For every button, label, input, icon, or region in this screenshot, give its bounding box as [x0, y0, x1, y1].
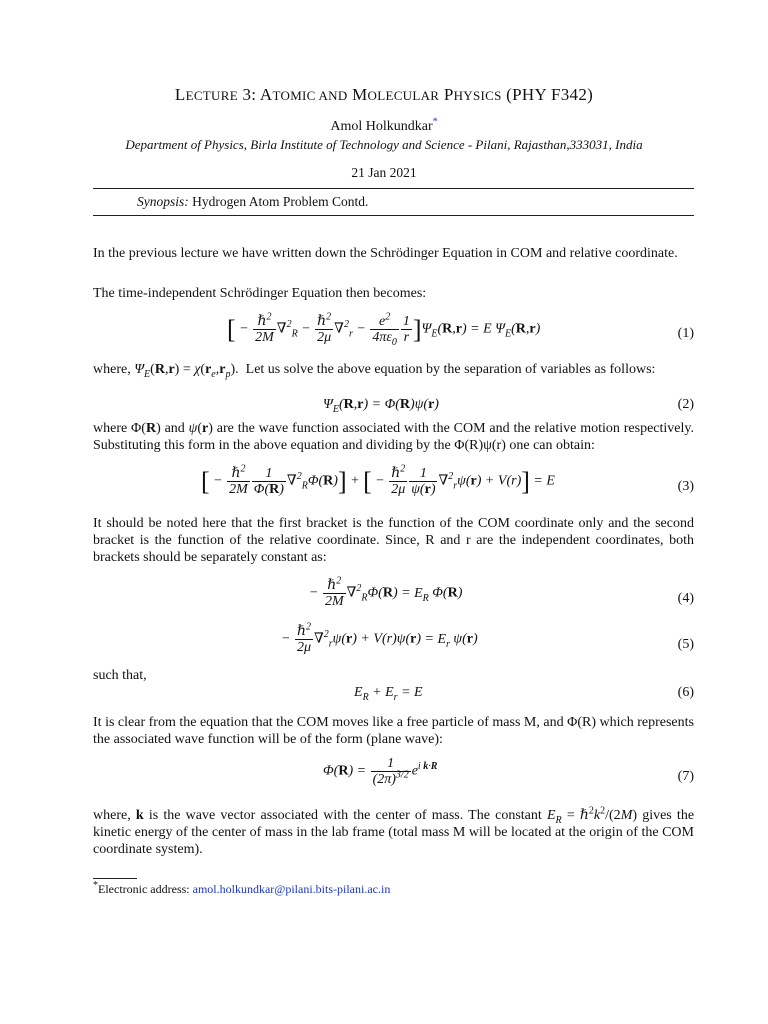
synopsis: [137, 193, 368, 210]
equation-1: [93, 311, 694, 354]
wavefunctions-text: are the wave function associated with the COM and the relative motion respectively. Substituting this form in the above equation and dividing by the Φ(R)ψ(r) one can obtain:: [93, 421, 694, 453]
footnote-mark: *: [93, 880, 98, 891]
footnote-label: Electronic address:: [98, 882, 193, 896]
equation-number-3: (3): [677, 479, 694, 494]
affiliation: Department of Physics, Birla Institute of Technology and Science - Pilani, Rajasthan,333031, India: [125, 137, 643, 152]
wave-vector-end: gives the kinetic energy of the center of mass in the lab frame (total mass M will be located at the origin of the COM coordinate system).: [93, 808, 695, 857]
paragraph-free-particle: It is clear from the equation that the COM moves like a free particle of mass M, and Φ(R) which represents the associated wave function will be of the form (plane wave):: [93, 715, 694, 747]
paragraph-wave-vector: where, k is the wave vector associated with the center of mass. The constant $E_R$ = $\hbar^2k^2/(2M)$ gives the kinetic energy of the center of mass in the lab frame (total mass M will be located at the origin of the COM coordinate system).: [93, 805, 695, 857]
paragraph-wavefunctions: where Φ(R) and ψ(r) are the wave function associated with the COM and the relative motion respectively. Substituting this form in the above equation and dividing by the Φ(R)ψ(r) one can obtain:: [93, 421, 694, 453]
paragraph-brackets: It should be noted here that the first bracket is the function of the COM coordinate only and the second bracket is the function of the relative coordinate. Since, R and r are the independent coordinates, both brackets should be separately constant as:: [93, 516, 694, 565]
equation-6: [93, 684, 694, 704]
footnote: [93, 881, 390, 898]
paragraph-separation: where, $\Psi_E(R,r) = \chi(r_e,r_p)$. Let us solve the above equation by the separation of variables as follows:: [93, 362, 656, 380]
equation-5: [93, 621, 694, 664]
equation-4: [93, 575, 694, 618]
equation-5-body: − $\frac{\hbar^2}{2\mu}$ $\nabla^2_r\psi(r) + V(r)\psi(r) = E_r$ ψ(r): [281, 621, 478, 655]
synopsis-text: Hydrogen Atom Problem Contd.: [192, 194, 369, 209]
equation-1-body: [ − $\frac{\hbar^2}{2M}$ ∇$^2_R$ − $\frac{\hbar^2}{2\mu}$ ∇$^2_r$ − $\frac{e^2}{4\pi\varepsilon_0}$ $\frac{1}{r}$ ]$\Psi_E(R,r) = E$ $\Psi_E(R,r)$: [227, 311, 541, 348]
paragraph-intro: In the previous lecture we have written down the Schrödinger Equation in COM and relative coordinate.: [93, 246, 678, 261]
author-name: Amol Holkundkar: [330, 119, 433, 134]
paragraph-tise: The time-independent Schrödinger Equation then becomes:: [93, 286, 427, 301]
title-text: LECTURE 3: ATOMIC AND MOLECULAR PHYSICS (PHY F342): [174, 85, 594, 104]
bottom-rule: [93, 215, 694, 216]
equation-number-5: (5): [677, 637, 694, 652]
paper-title: [0, 86, 768, 104]
equation-7-body: Φ(R) = $\frac{1}{(2\pi)^{3/2}}$ $e^{i k\cdot R}$: [323, 756, 438, 787]
equation-number-7: (7): [677, 769, 694, 784]
top-rule: [93, 188, 694, 189]
equation-3-body: [ − $\frac{\hbar^2}{2M}$ $\frac{1}{\Phi(R)}$ ∇$^2_R$Φ(R)] + [ − $\frac{\hbar^2}{2\mu}$ $\frac{1}{\psi(r)}$ ∇$^2_r$ψ(r) + V(r)] = E: [201, 463, 555, 497]
author-line: [0, 118, 768, 135]
equation-number-1: (1): [677, 326, 694, 341]
footnote-email-link[interactable]: amol.holkundkar@pilani.bits-pilani.ac.in: [192, 882, 391, 896]
separation-text: Let us solve the above equation by the separation of variables as follows:: [245, 362, 656, 377]
date: 21 Jan 2021: [351, 165, 417, 180]
paragraph-such-that: such that,: [93, 668, 147, 683]
equation-number-4: (4): [677, 591, 694, 606]
synopsis-label: Synopsis:: [137, 194, 189, 209]
equation-6-body: $E_R + E_r = E$: [354, 685, 423, 703]
equation-2-body: $\Psi_E(R,r) = \Phi(R)\psi(r)$: [323, 397, 439, 415]
equation-number-6: (6): [677, 685, 694, 700]
equation-3: [93, 463, 694, 506]
equation-2: [93, 396, 694, 416]
equation-7: [93, 756, 694, 796]
author-footnote-mark[interactable]: *: [432, 116, 438, 128]
equation-4-body: − $\frac{\hbar^2}{2M}$ $\nabla^2_R\Phi(R) = E_R$ Φ(R): [309, 575, 463, 609]
footnote-rule: [93, 878, 137, 879]
wave-vector-text: is the wave vector associated with the center of mass. The constant: [148, 808, 542, 823]
equation-number-2: (2): [677, 397, 694, 412]
